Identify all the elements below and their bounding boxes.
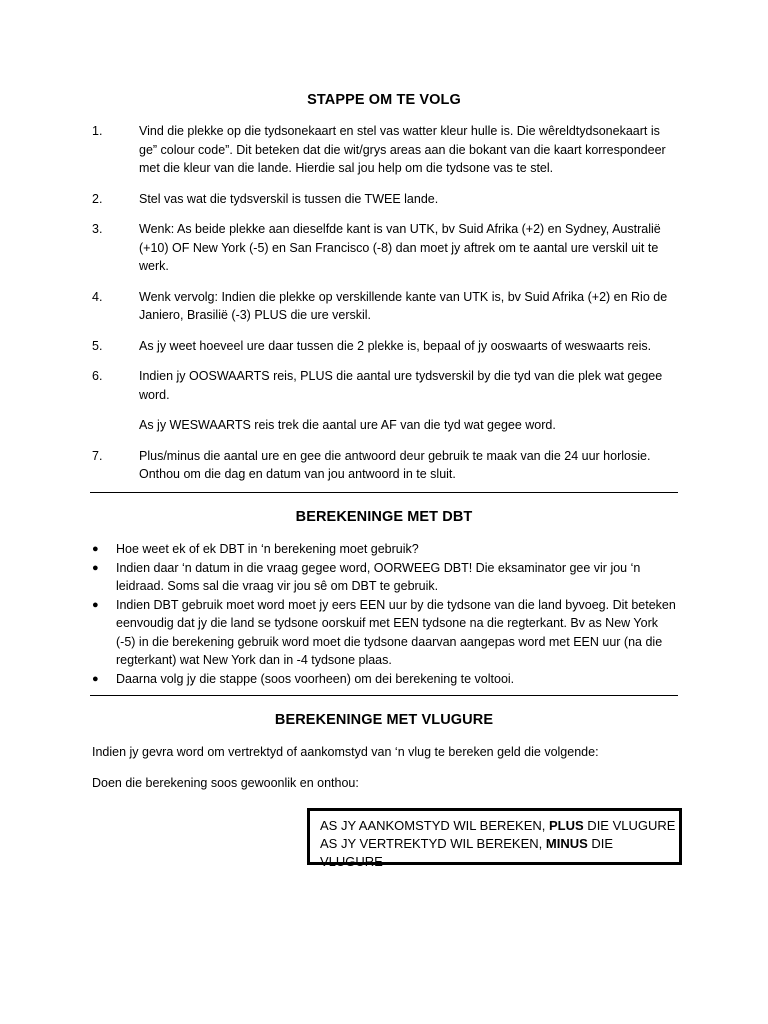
arrival-rule-suffix: DIE VLUGURE [583, 818, 676, 833]
bullet-icon: ● [92, 672, 99, 685]
flight-remember-paragraph: Doen die berekening soos gewoonlik en onthou: [92, 776, 359, 790]
departure-rule-emphasis: MINUS [545, 836, 588, 851]
step-number: 1. [92, 124, 103, 138]
arrival-rule-text: AS JY AANKOMSTYD WIL BEREKEN, [320, 818, 550, 833]
list-item [92, 447, 678, 484]
step-number: 2. [92, 191, 103, 206]
list-item [92, 122, 678, 178]
dbt-bullet-list [92, 540, 678, 688]
list-item [92, 220, 678, 276]
bullet-icon: ● [92, 561, 99, 574]
bullet-text: Daarna volg jy die stappe (soos voorheen) om dei berekening te voltooi. [116, 671, 515, 686]
list-item [92, 367, 678, 404]
list-item [92, 288, 678, 325]
section-divider [90, 695, 678, 696]
section-title-steps: STAPPE OM TE VOLG [307, 92, 461, 108]
flight-rule-box [307, 808, 682, 869]
step-text: Stel vas wat die tydsverskil is tussen die TWEE lande. [139, 191, 439, 206]
list-item [92, 559, 678, 596]
step-text: Plus/minus die aantal ure en gee die antwoord deur gebruik te maak van die 24 uur horlosie. Onthou om die dag en datum van jou antwoord in te sluit. [139, 448, 651, 481]
arrival-rule-emphasis: PLUS [549, 818, 584, 833]
bullet-text: Indien daar ‘n datum in die vraag gegee word, OORWEEG DBT! Die eksaminator gee vir jou ‘n leidraad. Soms sal die vraag vir jou sê om DBT te gebruik. [116, 560, 641, 593]
section-title-flights: BEREKENINGE MET VLUGURE [274, 712, 494, 728]
section-title-dbt: BEREKENINGE MET DBT [295, 509, 473, 525]
flight-intro-paragraph: Indien jy gevra word om vertrektyd of aankomstyd van ‘n vlug te bereken geld die volgende: [92, 745, 599, 759]
step-text: Vind die plekke op die tydsonekaart en stel vas watter kleur hulle is. Die wêreldtydsonekaart is ge” colour code”. Dit beteken dat die wit/grys areas aan die bokant van die kaart korrespondeer met die kleur van die lande. Hierdie sal jou help om die tydsone vas te stel. [139, 124, 666, 175]
list-item [92, 540, 678, 559]
arrival-rule-line [320, 817, 679, 835]
step-text: Wenk vervolg: Indien die plekke op verskillende kante van UTK is, bv Suid Afrika (+2) en Rio de Janiero, Brasilië (-3) PLUS die ure verskil. [139, 289, 668, 322]
list-item [92, 190, 678, 209]
step-number: 4. [92, 289, 103, 304]
list-item [92, 596, 678, 670]
step-text: Wenk: As beide plekke aan dieselfde kant is van UTK, bv Suid Afrika (+2) en Sydney, Australië (+10) OF New York (-5) en San Francisco (-8) dan moet jy aftrek om te aantal ure verskil uit te werk. [139, 222, 661, 273]
bullet-text: Indien DBT gebruik moet word moet jy eers EEN uur by die tydsone van die land byvoeg. Dit beteken eenvoudig dat jy die land se tydsone oorskuif met EEN tydsone na die regterkant. Bv as New York (-5) in die berekening gebruik word moet die tydsone daarvan aangepas word met EEN uur (na die regterkant) wat New York dan in -4 tydsone plaas. [116, 597, 676, 667]
step-number: 3. [92, 222, 103, 236]
step-text: As jy weet hoeveel ure daar tussen die 2 plekke is, bepaal of jy ooswaarts of weswaarts reis. [139, 338, 652, 353]
list-item [92, 670, 678, 689]
departure-rule-suffix: DIE VLUGURE [320, 836, 614, 869]
section-divider [90, 492, 678, 493]
list-item [92, 337, 678, 356]
departure-rule-line [320, 835, 679, 871]
step-6-continuation: As jy WESWAARTS reis trek die aantal ure AF van die tyd wat gegee word. [139, 418, 556, 432]
bullet-text: Hoe weet ek of ek DBT in ‘n berekening moet gebruik? [116, 542, 419, 556]
step-number: 5. [92, 338, 103, 353]
bullet-icon: ● [92, 598, 99, 611]
bullet-icon: ● [92, 543, 99, 555]
step-number: 7. [92, 448, 103, 463]
steps-list [92, 122, 678, 496]
departure-rule-text: AS JY VERTREKTYD WIL BEREKEN, [320, 836, 546, 851]
step-text: Indien jy OOSWAARTS reis, PLUS die aantal ure tydsverskil by die tyd van die plek wat gegee word. [139, 369, 663, 402]
step-number: 6. [92, 369, 103, 383]
